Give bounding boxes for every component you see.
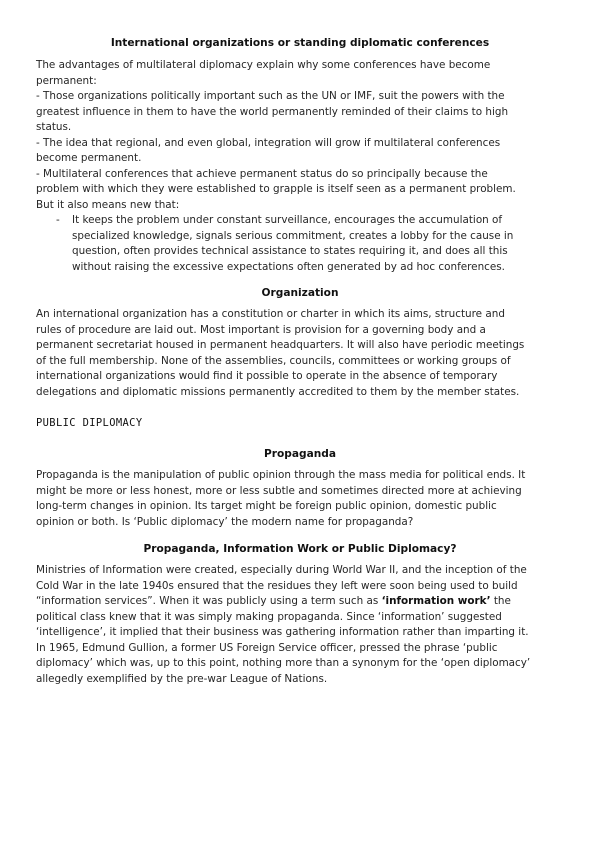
public-diplomacy-label: PUBLIC DIPLOMACY: [36, 417, 143, 429]
intro-paragraph: [36, 58, 570, 213]
bold-term-information-work: ‘information work’: [381, 595, 491, 607]
heading-propaganda: Propaganda: [263, 448, 336, 460]
heading-international-organizations: International organizations or standing diplomatic conferences: [110, 37, 490, 49]
text-line: allegedly exemplified by the pre-war League of Nations.: [36, 672, 328, 685]
text-line: An international organization has a constitution or charter in which its aims, structure and: [36, 308, 505, 320]
information-work-paragraph: [36, 563, 570, 687]
text-line: It keeps the problem under constant surveillance, encourages the accumulation of: [72, 214, 503, 226]
text-line: long-term changes in opinion. Its target might be foreign public opinion, domestic public: [36, 500, 497, 512]
bullet-dash: -: [56, 214, 60, 226]
text-line: might be more or less honest, more or less subtle and sometimes directed more at achieving: [36, 484, 522, 497]
text-line: of the full membership. None of the assemblies, councils, committees or working groups of: [36, 354, 511, 367]
text-line: ‘intelligence’, it implied that their business was gathering information rather than imparting it.: [36, 626, 529, 638]
text-line: problem with which they were established to grapple is itself seen as a permanent problem.: [36, 183, 516, 195]
text-line: Propaganda is the manipulation of public opinion through the mass media for political ends. It: [36, 469, 526, 481]
propaganda-paragraph: [36, 468, 570, 530]
heading-organization: Organization: [261, 287, 339, 299]
text-line: without raising the excessive expectations often generated by ad hoc conferences.: [72, 260, 505, 273]
text-line: - Those organizations politically important such as the UN or IMF, suit the powers with the: [36, 90, 505, 102]
text-line: international organizations would find it possible to operate in the absence of temporary: [36, 370, 498, 382]
text-line: - The idea that regional, and even global, integration will grow if multilateral conferences: [36, 136, 501, 149]
text-line: opinion or both. Is ‘Public diplomacy’ the modern name for propaganda?: [36, 515, 414, 528]
text-line: Ministries of Information were created, especially during World War II, and the inception of the: [36, 564, 527, 576]
text-line: question, often provides technical assistance to states requiring it, and does all this: [72, 245, 508, 257]
text-line: Cold War in the late 1940s ensured that the residues they left were soon being used to build: [36, 579, 518, 592]
text-run: “information services”. When it was publicly using a term such as: [36, 595, 379, 607]
heading-propaganda-information-work: Propaganda, Information Work or Public Diplomacy?: [143, 543, 457, 555]
text-line: permanent secretariat housed in permanent headquarters. It will also have periodic meetings: [36, 339, 525, 351]
text-line: specialized knowledge, signals serious commitment, creates a lobby for the cause in: [72, 229, 514, 242]
text-line: political class knew that it was simply making propaganda. Since ‘information’ suggested: [36, 610, 502, 623]
text-line: - Multilateral conferences that achieve permanent status do so principally because the: [36, 167, 488, 180]
text-line: permanent:: [36, 74, 97, 87]
text-line: diplomacy’ which was, up to this point, nothing more than a synonym for the ‘open diplomacy’: [36, 657, 531, 669]
text-run: the: [490, 595, 511, 607]
text-line: become permanent.: [36, 152, 142, 164]
text-line: The advantages of multilateral diplomacy explain why some conferences have become: [36, 59, 491, 71]
text-line: delegations and diplomatic missions permanently accredited to them by the member states.: [36, 385, 520, 398]
text-line: greatest influence in them to have the world permanently reminded of their claims to high: [36, 105, 509, 118]
text-line: [36, 594, 570, 610]
text-line: But it also means new that:: [36, 198, 180, 211]
organization-paragraph: [36, 307, 570, 400]
text-line: In 1965, Edmund Gullion, a former US Foreign Service officer, pressed the phrase ‘public: [36, 641, 498, 654]
text-line: rules of procedure are laid out. Most important is provision for a governing body and a: [36, 323, 486, 336]
bullet-text: [72, 213, 548, 275]
text-line: status.: [36, 121, 72, 133]
